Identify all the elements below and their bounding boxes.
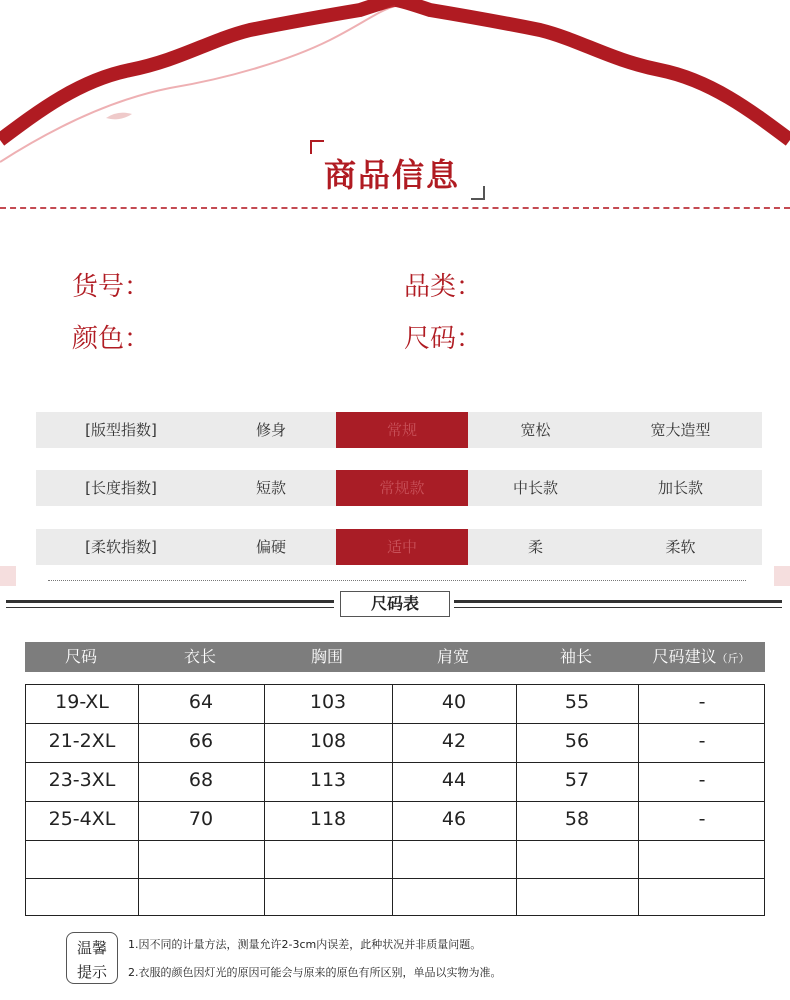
- fit-option-selected: 常规: [336, 412, 468, 448]
- tip-line-2: 2.衣服的颜色因灯光的原因可能会与原来的原色有所区别，单品以实物为准。: [128, 966, 502, 979]
- bracket-top-left: [310, 140, 324, 154]
- length-index-label: [长度指数]: [85, 479, 157, 497]
- cell-length: 66: [188, 730, 214, 752]
- cell-sleeve: 56: [564, 730, 590, 752]
- cell-length: 68: [188, 769, 214, 791]
- side-decoration: [774, 566, 790, 586]
- fit-option: 宽大造型: [650, 421, 711, 439]
- header-chest: 胸围: [310, 647, 343, 666]
- cell-chest: [264, 841, 392, 879]
- cell-suggestion: [638, 841, 766, 879]
- softness-index-row: [36, 529, 762, 565]
- header-sleeve: 袖长: [559, 647, 592, 666]
- cell-size: 23-3XL: [48, 769, 116, 791]
- header-size-suggestion-label: 尺码建议: [652, 647, 717, 666]
- tip-line-1: 1.因不同的计量方法，测量允许2-3cm内误差，此种状况并非质量问题。: [128, 938, 482, 951]
- header-shoulder: 肩宽: [436, 647, 469, 666]
- size-table: [25, 684, 765, 916]
- cell-shoulder: 44: [441, 769, 467, 791]
- tips-badge-line2: 提示: [76, 963, 107, 981]
- size-table-header: [25, 642, 765, 672]
- cell-size: 25-4XL: [48, 808, 116, 830]
- dashed-divider: [0, 207, 790, 209]
- softness-option-selected: 适中: [336, 529, 468, 565]
- cell-sleeve: [516, 879, 638, 917]
- softness-index-label: [柔软指数]: [85, 538, 157, 556]
- length-index-row: [36, 470, 762, 506]
- cell-chest: 103: [309, 691, 347, 713]
- cell-shoulder: 42: [441, 730, 467, 752]
- cell-size: 21-2XL: [48, 730, 116, 752]
- cell-suggestion: -: [698, 808, 706, 830]
- category-label: 品类：: [404, 272, 483, 302]
- cell-sleeve: 55: [564, 691, 590, 713]
- page-title: 商品信息: [324, 156, 461, 194]
- cell-shoulder: 40: [441, 691, 467, 713]
- cell-length: [138, 841, 264, 879]
- cell-sleeve: 57: [564, 769, 590, 791]
- cell-suggestion: -: [698, 769, 706, 791]
- fit-option: 修身: [255, 421, 286, 439]
- softness-option: 偏硬: [255, 538, 286, 556]
- header-size-suggestion: [637, 642, 765, 672]
- header-length: 衣长: [183, 647, 216, 666]
- cell-suggestion: [638, 879, 766, 917]
- cell-size: [26, 841, 138, 879]
- cell-chest: [264, 879, 392, 917]
- cell-size: [26, 879, 138, 917]
- cell-suggestion: -: [698, 691, 706, 713]
- length-option: 中长款: [512, 479, 558, 497]
- color-label: 颜色：: [72, 324, 151, 354]
- fit-index-label: [版型指数]: [85, 421, 157, 439]
- section-title-box: [310, 140, 485, 200]
- softness-option: 柔: [527, 538, 543, 556]
- cell-size: 19-XL: [55, 691, 109, 713]
- cell-chest: 118: [309, 808, 347, 830]
- fit-index-row: [36, 412, 762, 448]
- bracket-bottom-right: [471, 186, 485, 200]
- softness-option: 柔软: [665, 538, 696, 556]
- cell-suggestion: -: [698, 730, 706, 752]
- length-option: 短款: [255, 479, 286, 497]
- cell-length: 70: [188, 808, 214, 830]
- fit-option: 宽松: [520, 421, 551, 439]
- cell-shoulder: [392, 841, 516, 879]
- size-chart-title: 尺码表: [340, 591, 450, 617]
- cell-sleeve: [516, 841, 638, 879]
- cell-chest: 113: [309, 769, 347, 791]
- dotted-divider: [48, 580, 746, 581]
- cell-length: [138, 879, 264, 917]
- length-option-selected: 常规款: [336, 470, 468, 506]
- header-size: 尺码: [64, 647, 97, 666]
- item-no-label: 货号：: [72, 272, 151, 302]
- cell-chest: 108: [309, 730, 347, 752]
- length-option: 加长款: [657, 479, 703, 497]
- tips-badge-line1: 温馨: [76, 939, 107, 957]
- cell-length: 64: [188, 691, 214, 713]
- cell-shoulder: [392, 879, 516, 917]
- petal-icon: [106, 113, 132, 120]
- side-decoration: [0, 566, 16, 586]
- separator-right: [454, 600, 782, 608]
- header-unit: （斤）: [716, 652, 750, 665]
- size-label: 尺码：: [404, 324, 483, 354]
- cell-shoulder: 46: [441, 808, 467, 830]
- tips-badge: [66, 932, 118, 984]
- separator-left: [6, 600, 334, 608]
- cell-sleeve: 58: [564, 808, 590, 830]
